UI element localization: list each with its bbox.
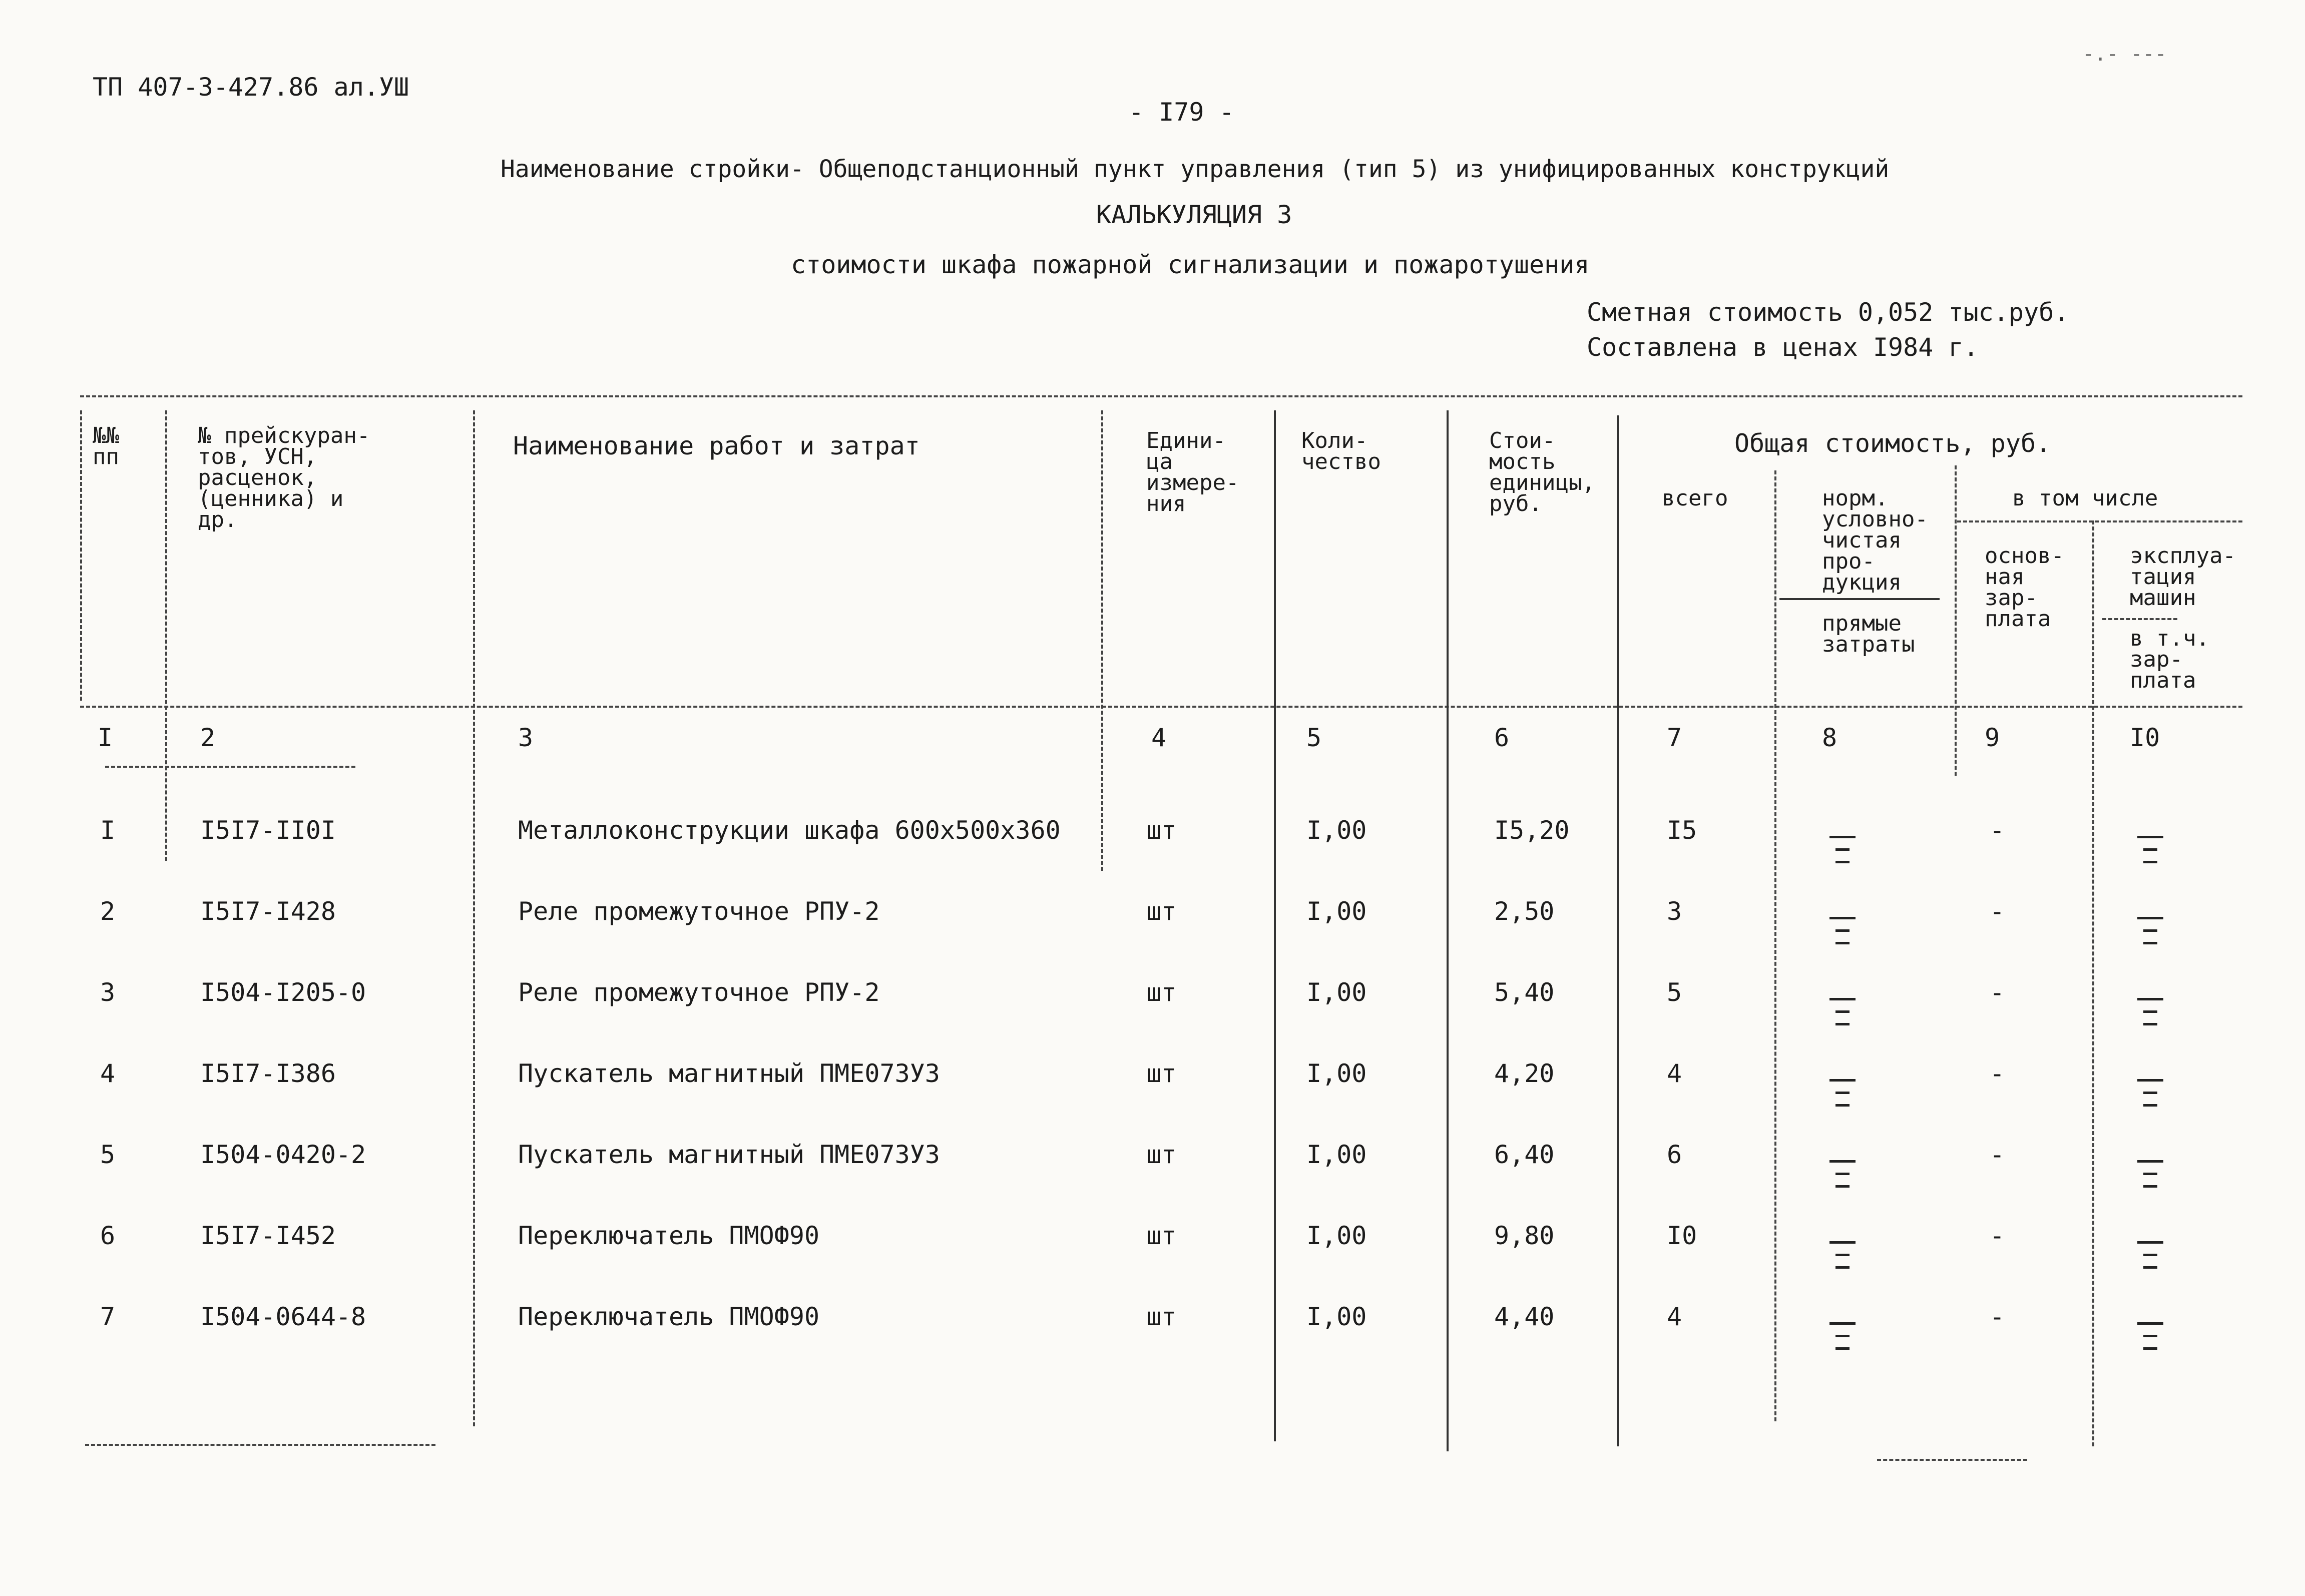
row-machines-dashes bbox=[2137, 912, 2163, 949]
corner-mark: -.- --- bbox=[2082, 43, 2167, 66]
row-norm-dashes bbox=[1829, 1317, 1856, 1355]
incl-bottom-rule bbox=[1957, 520, 2242, 522]
col-rule-4 bbox=[1101, 410, 1103, 871]
row-unit-cost: 6,40 bbox=[1494, 1140, 1555, 1169]
row-work-name: Переключатель ПМОФ90 bbox=[518, 1302, 820, 1331]
row-quantity: I,00 bbox=[1306, 897, 1367, 926]
row-quantity: I,00 bbox=[1306, 1221, 1367, 1250]
col-rule-2 bbox=[165, 410, 167, 861]
row-unit-cost: 9,80 bbox=[1494, 1221, 1555, 1250]
row-machines-dashes bbox=[2137, 831, 2163, 868]
colnum-4: 4 bbox=[1151, 723, 1167, 752]
row-quantity: I,00 bbox=[1306, 1302, 1367, 1331]
row-unit-cost: 2,50 bbox=[1494, 897, 1555, 926]
row-base-salary: - bbox=[1990, 897, 2005, 926]
row-norm-dashes bbox=[1829, 831, 1856, 868]
machines-separator bbox=[2102, 618, 2177, 620]
row-pricelist-code: I5I7-I428 bbox=[200, 897, 336, 926]
row-base-salary: - bbox=[1990, 978, 2005, 1007]
document-code: ТП 407-3-427.86 ал.УШ bbox=[93, 73, 409, 102]
row-work-name: Реле промежуточное РПУ-2 bbox=[518, 978, 880, 1007]
colnum-7: 7 bbox=[1667, 723, 1682, 752]
row-quantity: I,00 bbox=[1306, 816, 1367, 845]
row-unit: шт bbox=[1146, 1302, 1177, 1331]
row-total: 4 bbox=[1667, 1302, 1682, 1331]
construction-name: Наименование стройки- Общеподстанционный пункт управления (тип 5) из унифицированных конструкций bbox=[501, 155, 1890, 183]
row-norm-dashes bbox=[1829, 912, 1856, 949]
row-pricelist-code: I5I7-I452 bbox=[200, 1221, 336, 1250]
header-total-cost-group: Общая стоимость, руб. bbox=[1734, 429, 2051, 458]
colnum-6: 6 bbox=[1494, 723, 1510, 752]
norm-direct-separator bbox=[1779, 598, 1940, 600]
row-total: I0 bbox=[1667, 1221, 1697, 1250]
row-norm-dashes bbox=[1829, 1236, 1856, 1274]
row-unit: шт bbox=[1146, 1059, 1177, 1088]
row-work-name: Пускатель магнитный ПМЕ073У3 bbox=[518, 1059, 940, 1088]
header-machines-salary: в т.ч. зар- плата bbox=[2130, 626, 2209, 693]
header-unit-cost: Стои- мость единицы, руб. bbox=[1489, 428, 1595, 516]
col-rule-6 bbox=[1447, 410, 1449, 1451]
row-pricelist-code: I504-0420-2 bbox=[200, 1140, 366, 1169]
row-total: 6 bbox=[1667, 1140, 1682, 1169]
row-pricelist-code: I504-I205-0 bbox=[200, 978, 366, 1007]
row-total: 3 bbox=[1667, 897, 1682, 926]
row-unit: шт bbox=[1146, 1140, 1177, 1169]
colnum-8: 8 bbox=[1822, 723, 1837, 752]
row-unit-cost: 5,40 bbox=[1494, 978, 1555, 1007]
row-machines-dashes bbox=[2137, 1317, 2163, 1355]
table-bottom-rule-left bbox=[85, 1444, 435, 1446]
colnum-10: I0 bbox=[2130, 723, 2160, 752]
row-base-salary: - bbox=[1990, 816, 2005, 845]
row-base-salary: - bbox=[1990, 1221, 2005, 1250]
row-total: 4 bbox=[1667, 1059, 1682, 1088]
row-number: 6 bbox=[100, 1221, 116, 1250]
row-unit-cost: 4,40 bbox=[1494, 1302, 1555, 1331]
colnum-1: I bbox=[98, 723, 113, 752]
table-top-rule bbox=[80, 395, 2242, 397]
row-number: 7 bbox=[100, 1302, 116, 1331]
estimated-cost: Сметная стоимость 0,052 тыс.руб. bbox=[1587, 298, 2069, 327]
row-number: 3 bbox=[100, 978, 116, 1007]
page-number: - I79 - bbox=[1129, 98, 1234, 127]
table-bottom-rule-right bbox=[1877, 1459, 2027, 1461]
row-number: 5 bbox=[100, 1140, 116, 1169]
row-machines-dashes bbox=[2137, 993, 2163, 1030]
row-work-name: Металлоконструкции шкафа 600х500х360 bbox=[518, 816, 1061, 845]
row-pricelist-code: I5I7-II0I bbox=[200, 816, 336, 845]
header-unit: Едини- ца измере- ния bbox=[1146, 428, 1239, 516]
header-total: всего bbox=[1662, 485, 1728, 511]
row-machines-dashes bbox=[2137, 1155, 2163, 1193]
calculation-subject: стоимости шкафа пожарной сигнализации и пожаротушения bbox=[791, 250, 1590, 279]
colnum-2: 2 bbox=[200, 723, 216, 752]
header-bottom-rule bbox=[80, 706, 2242, 708]
header-pricelist: № прейскуран- тов, УСН, расценок, (ценника) и др. bbox=[198, 423, 370, 533]
row-unit: шт bbox=[1146, 897, 1177, 926]
row-work-name: Реле промежуточное РПУ-2 bbox=[518, 897, 880, 926]
calculation-title: КАЛЬКУЛЯЦИЯ 3 bbox=[1096, 200, 1292, 229]
price-basis: Составлена в ценах I984 г. bbox=[1587, 333, 1979, 362]
colnum-9: 9 bbox=[1985, 723, 2000, 752]
row-total: 5 bbox=[1667, 978, 1682, 1007]
col-rule-3 bbox=[473, 410, 475, 1426]
header-norm-product: норм. условно- чистая про- дукция bbox=[1822, 485, 1928, 595]
header-quantity: Коли- чество bbox=[1301, 428, 1381, 474]
row-norm-dashes bbox=[1829, 1074, 1856, 1112]
row-machines-dashes bbox=[2137, 1074, 2163, 1112]
col-rule-10 bbox=[2092, 520, 2094, 1446]
row-base-salary: - bbox=[1990, 1302, 2005, 1331]
row-work-name: Переключатель ПМОФ90 bbox=[518, 1221, 820, 1250]
row-number: 2 bbox=[100, 897, 116, 926]
row-norm-dashes bbox=[1829, 993, 1856, 1030]
row-base-salary: - bbox=[1990, 1059, 2005, 1088]
row-unit: шт bbox=[1146, 978, 1177, 1007]
row-pricelist-code: I504-0644-8 bbox=[200, 1302, 366, 1331]
header-including: в том числе bbox=[2012, 485, 2158, 511]
row-unit: шт bbox=[1146, 1221, 1177, 1250]
row-total: I5 bbox=[1667, 816, 1697, 845]
col-rule-9 bbox=[1955, 465, 1957, 776]
col-rule-5 bbox=[1274, 410, 1276, 1441]
header-work-name: Наименование работ и затрат bbox=[513, 431, 920, 460]
colnum-bottom-rule bbox=[105, 766, 355, 768]
col-rule-7 bbox=[1617, 415, 1619, 1446]
row-norm-dashes bbox=[1829, 1155, 1856, 1193]
col-rule-8 bbox=[1774, 470, 1776, 1421]
row-base-salary: - bbox=[1990, 1140, 2005, 1169]
row-pricelist-code: I5I7-I386 bbox=[200, 1059, 336, 1088]
row-unit: шт bbox=[1146, 816, 1177, 845]
row-quantity: I,00 bbox=[1306, 1059, 1367, 1088]
row-quantity: I,00 bbox=[1306, 978, 1367, 1007]
col-rule-1 bbox=[80, 410, 82, 701]
row-unit-cost: I5,20 bbox=[1494, 816, 1570, 845]
header-base-salary: основ- ная зар- плата bbox=[1985, 543, 2064, 632]
row-number: 4 bbox=[100, 1059, 116, 1088]
header-num: №№ пп bbox=[93, 423, 119, 469]
header-machines: эксплуа- тация машин bbox=[2130, 543, 2236, 611]
row-unit-cost: 4,20 bbox=[1494, 1059, 1555, 1088]
colnum-3: 3 bbox=[518, 723, 534, 752]
header-direct-costs: прямые затраты bbox=[1822, 611, 1915, 657]
row-quantity: I,00 bbox=[1306, 1140, 1367, 1169]
row-work-name: Пускатель магнитный ПМЕ073У3 bbox=[518, 1140, 940, 1169]
colnum-5: 5 bbox=[1306, 723, 1322, 752]
row-number: I bbox=[100, 816, 116, 845]
row-machines-dashes bbox=[2137, 1236, 2163, 1274]
